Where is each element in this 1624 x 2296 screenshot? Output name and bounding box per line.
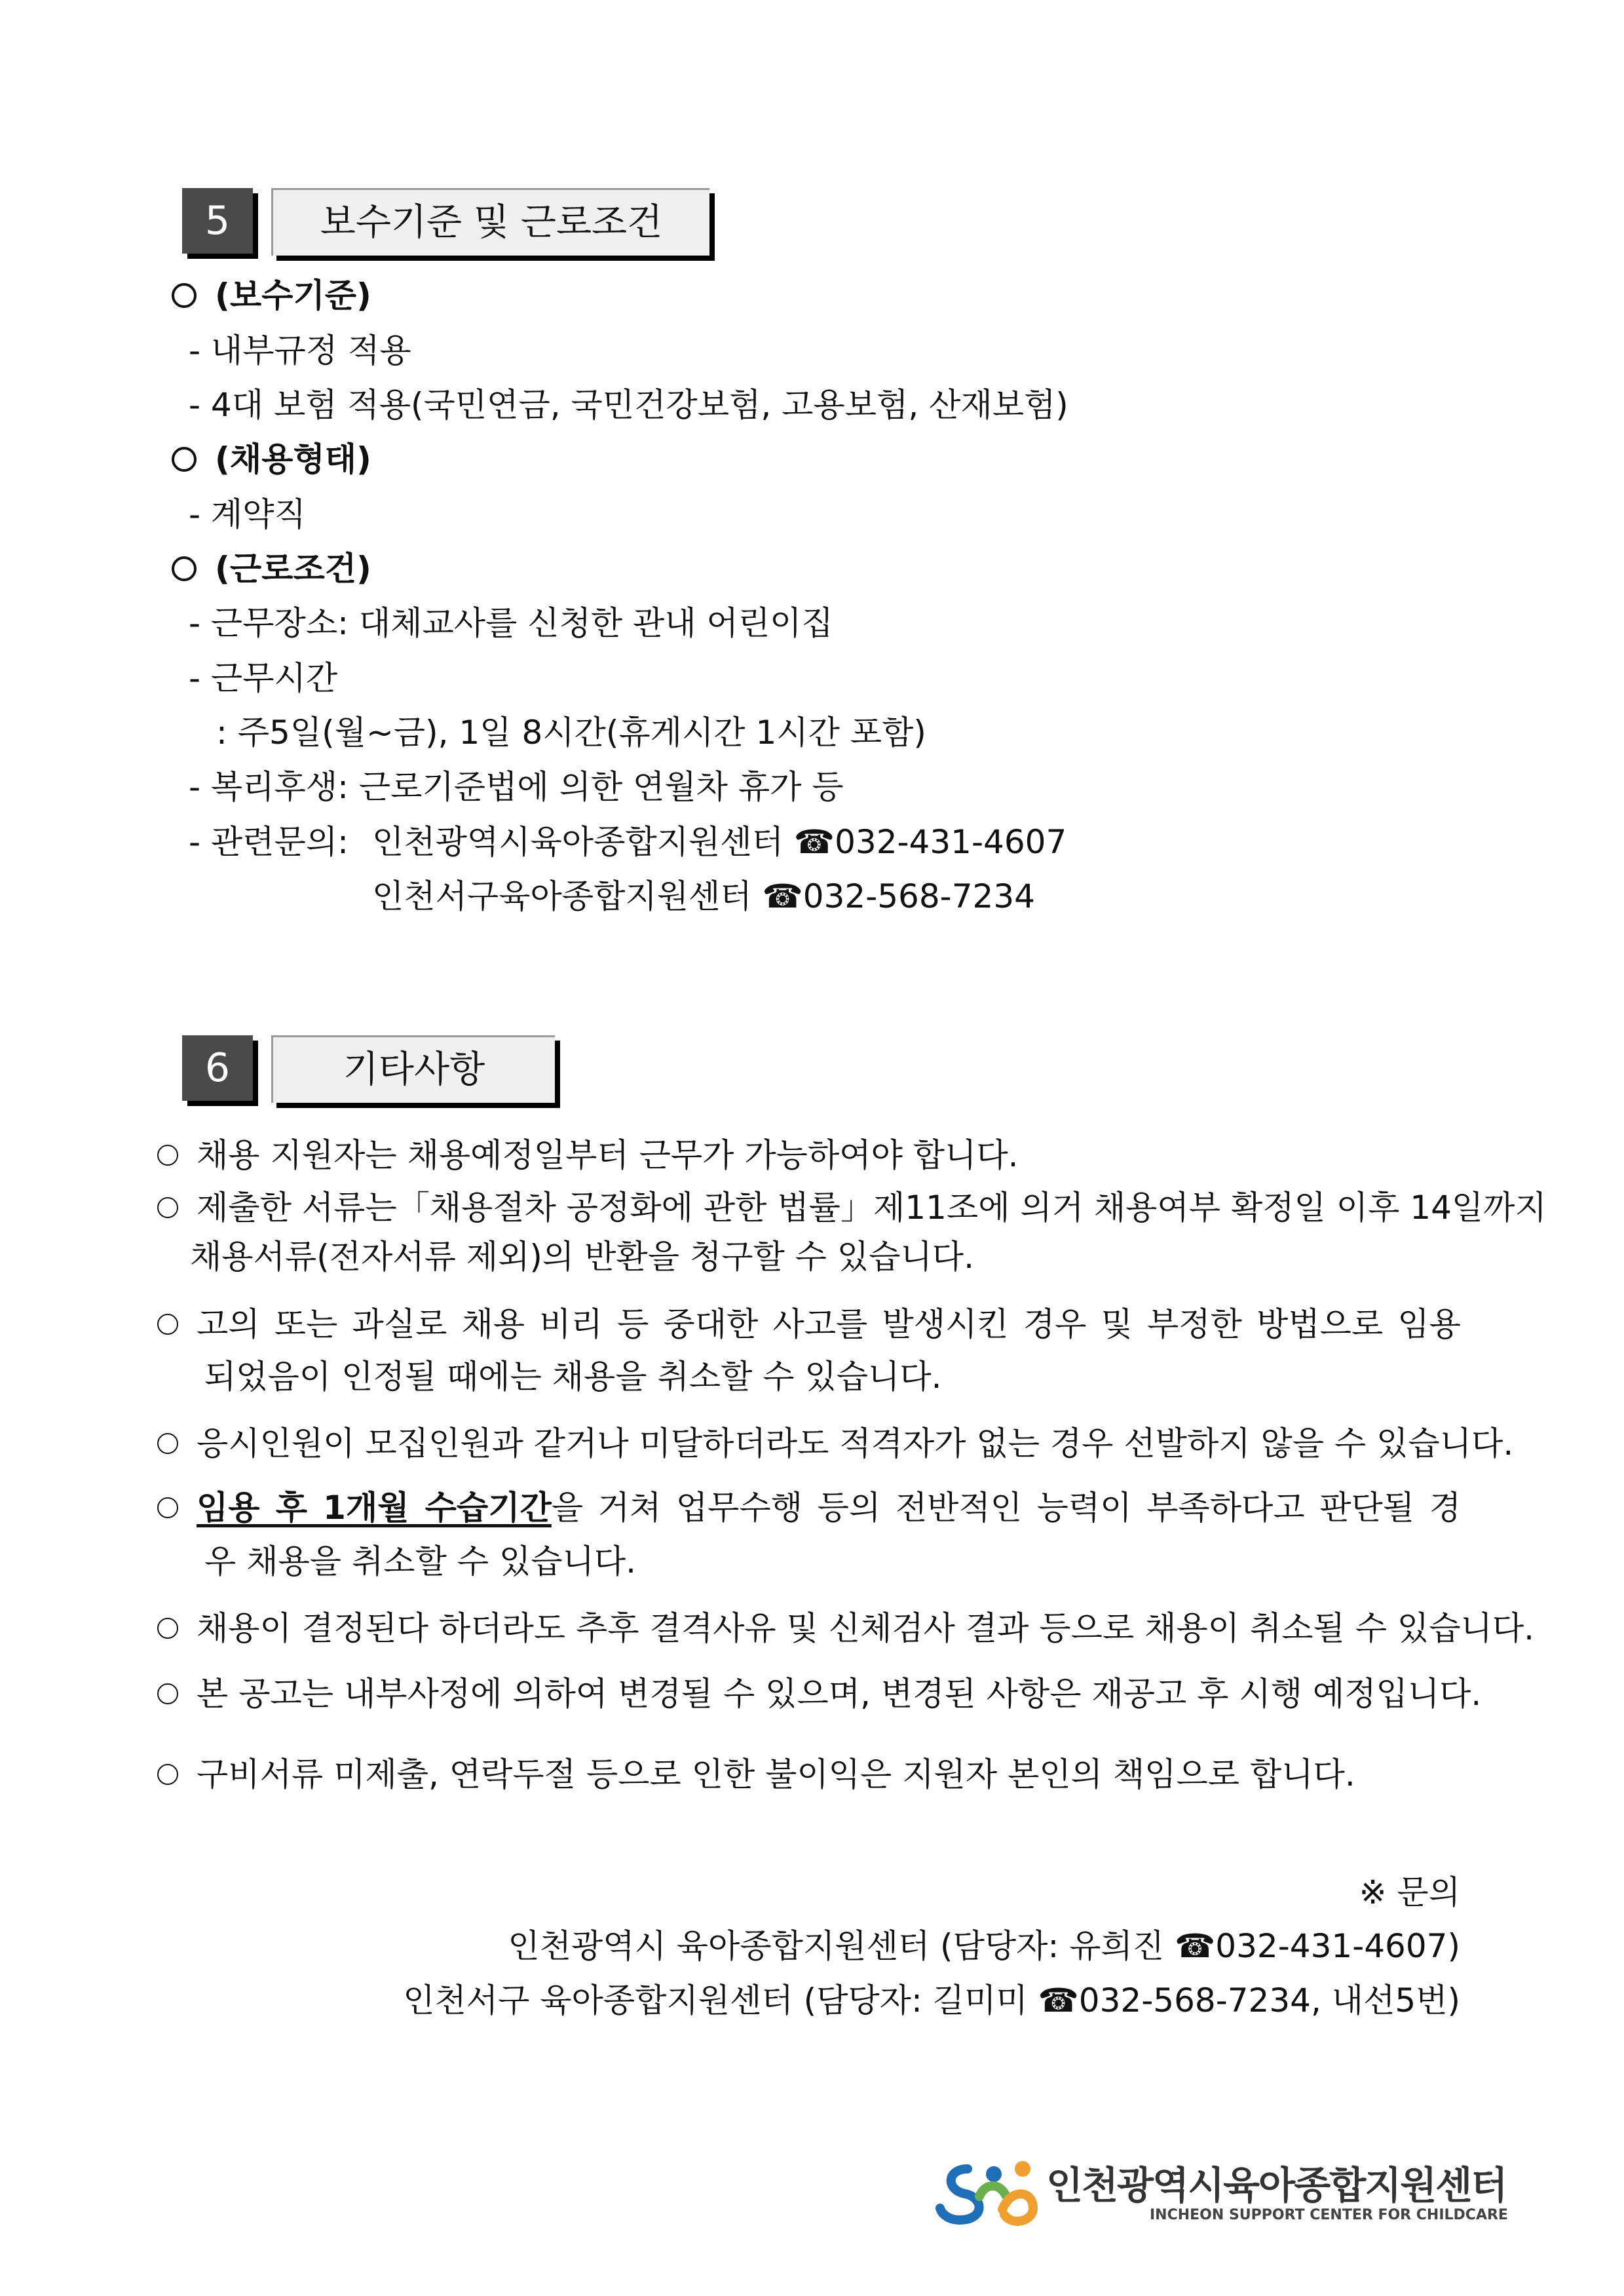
note-item-continued: 되었음이 인정될 때에는 채용을 취소할 수 있습니다. [204, 1358, 942, 1396]
note-item-continued: 우 채용을 취소할 수 있습니다. [204, 1542, 637, 1580]
work-heading: (근로조건) [172, 547, 371, 590]
inquiry-label: - 관련문의: [189, 823, 349, 861]
section-6-header [182, 1035, 562, 1101]
work-hours-detail: : 주5일(월~금), 1일 8시간(휴게시간 1시간 포함) [216, 714, 926, 752]
pay-item: - 4대 보험 적용(국민연금, 국민건강보험, 고용보험, 산재보험) [189, 386, 1068, 424]
contact-heading: ※ 문의 [1359, 1873, 1460, 1911]
note-item: 본 공고는 내부사정에 의하여 변경될 수 있으며, 변경된 사항은 재공고 후 시행 예정입니다. [157, 1672, 1461, 1715]
footer-logo [934, 2149, 1508, 2234]
employment-heading: (채용형태) [172, 438, 371, 481]
section-5-number: 5 [182, 188, 253, 254]
circle-bullet-icon [172, 447, 197, 472]
contact-line-2: 인천서구 육아종합지원센터 (담당자: 길미미 ☎032-568-7234, 내선5번) [403, 1981, 1460, 2019]
logo-name-en: INCHEON SUPPORT CENTER FOR CHILDCARE [1150, 2207, 1508, 2223]
circle-bullet-icon [157, 1145, 178, 1166]
circle-bullet-icon [157, 1618, 178, 1639]
note-item: 구비서류 미제출, 연락두절 등으로 인한 불이익은 지원자 본인의 책임으로 합니다. [157, 1753, 1355, 1796]
section-6-title: 기타사항 [271, 1035, 555, 1103]
employment-item: - 계약직 [189, 495, 306, 533]
work-place: - 근무장소: 대체교사를 신청한 관내 어린이집 [189, 604, 833, 642]
logo-name-ko: 인천광역시육아종합지원센터 [1046, 2163, 1507, 2208]
section-6-number: 6 [182, 1035, 253, 1101]
circle-bullet-icon [157, 1683, 178, 1704]
note-item: 임용 후 1개월 수습기간을 거쳐 업무수행 등의 전반적인 능력이 부족하다고 판단될 경 [157, 1486, 1461, 1529]
inquiry-1: 인천광역시육아종합지원센터 ☎032-431-4607 [372, 823, 1067, 861]
note-item: 채용 지원자는 채용예정일부터 근무가 가능하여야 합니다. [157, 1134, 1019, 1177]
probation-emphasis: 임용 후 1개월 수습기간 [197, 1489, 552, 1527]
pay-item: - 내부규정 적용 [189, 332, 411, 370]
note-item: 제출한 서류는「채용절차 공정화에 관한 법률」제11조에 의거 채용여부 확정일 이후 14일까지 [157, 1186, 1461, 1229]
circle-bullet-icon [172, 283, 197, 308]
inquiry-2: 인천서구육아종합지원센터 ☎032-568-7234 [372, 877, 1035, 915]
note-item-continued: 채용서류(전자서류 제외)의 반환을 청구할 수 있습니다. [190, 1238, 974, 1276]
section-5-header [182, 188, 719, 254]
circle-bullet-icon [157, 1764, 178, 1785]
note-item: 응시인원이 모집인원과 같거나 미달하더라도 적격자가 없는 경우 선발하지 않을 수 있습니다. [157, 1422, 1461, 1465]
work-hours-label: - 근무시간 [189, 659, 338, 697]
pay-heading: (보수기준) [172, 274, 371, 317]
section-5-title: 보수기준 및 근로조건 [271, 188, 709, 256]
note-item: 채용이 결정된다 하더라도 추후 결격사유 및 신체검사 결과 등으로 채용이 취소될 수 있습니다. [157, 1607, 1461, 1650]
circle-bullet-icon [157, 1497, 178, 1518]
contact-line-1: 인천광역시 육아종합지원센터 (담당자: 유희진 ☎032-431-4607) [508, 1927, 1460, 1965]
logo-mark-icon [934, 2149, 1038, 2234]
circle-bullet-icon [157, 1314, 178, 1335]
welfare: - 복리후생: 근로기준법에 의한 연월차 휴가 등 [189, 768, 844, 806]
note-item: 고의 또는 과실로 채용 비리 등 중대한 사고를 발생시킨 경우 및 부정한 방법으로 임용 [157, 1303, 1461, 1346]
circle-bullet-icon [157, 1197, 178, 1218]
circle-bullet-icon [157, 1433, 178, 1454]
circle-bullet-icon [172, 556, 197, 581]
